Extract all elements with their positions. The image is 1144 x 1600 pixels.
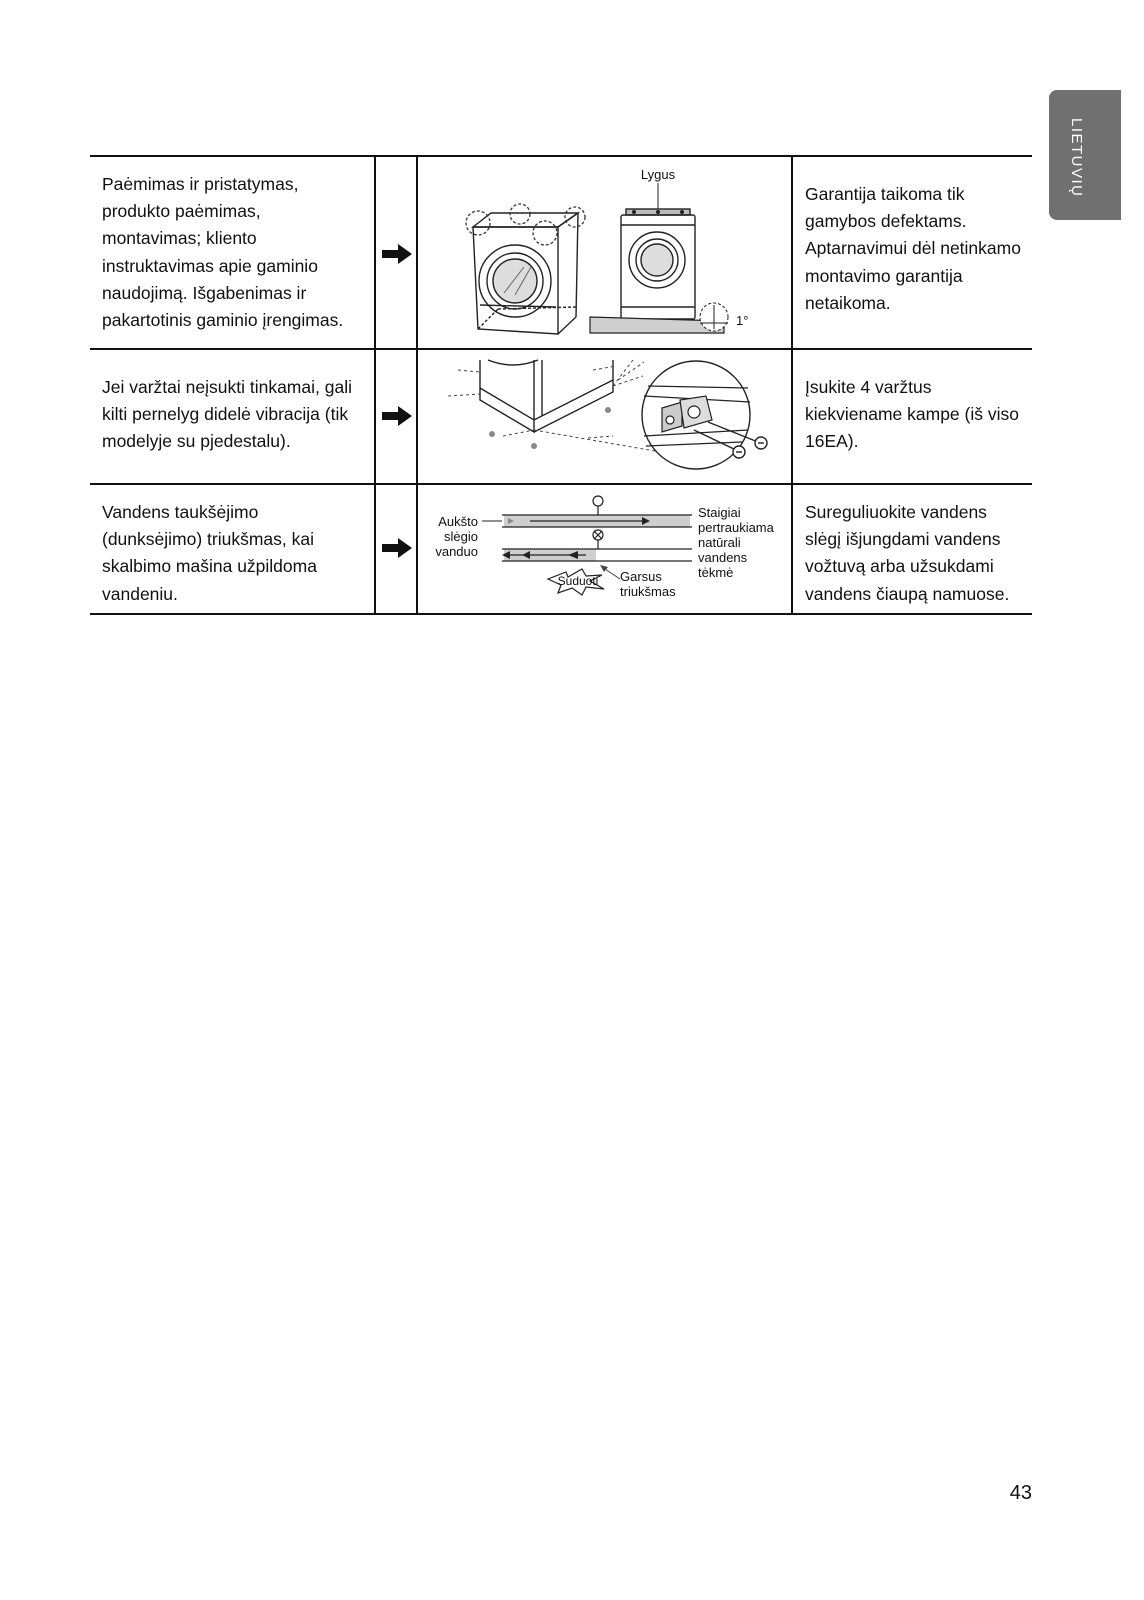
troubleshooting-table <box>90 155 1032 615</box>
table-row <box>90 348 1032 483</box>
arrow-cell <box>376 157 418 348</box>
pedestal-bolts-illustration <box>418 350 793 483</box>
language-tab-label: LIETUVIŲ <box>1068 118 1085 198</box>
arrow-cell <box>376 485 418 613</box>
flow-label-2: pertraukiama <box>698 520 774 535</box>
impact-label: Suduoti <box>557 574 599 588</box>
table-row <box>90 483 1032 615</box>
problem-text: Vandens taukšėjimo (dunksėjimo) triukšmas, kai skalbimo mašina užpildoma vandeniu. <box>102 502 317 604</box>
page-number: 43 <box>1009 1482 1032 1504</box>
flow-label-3: natūrali <box>698 535 741 550</box>
flow-label-4: vandens <box>698 550 748 565</box>
problem-cell <box>90 350 376 483</box>
right-arrow-icon <box>381 405 413 427</box>
note-cell <box>793 485 1032 613</box>
arrow-cell <box>376 350 418 483</box>
noise-label-1: Garsus <box>620 569 662 584</box>
water-hammer-illustration <box>418 485 793 613</box>
flow-label-1: Staigiai <box>698 505 741 520</box>
high-pressure-label-3: vanduo <box>435 544 478 559</box>
note-cell <box>793 350 1032 483</box>
illustration-cell <box>418 157 793 348</box>
high-pressure-label-1: Aukšto <box>438 514 478 529</box>
right-arrow-icon <box>381 537 413 559</box>
note-cell <box>793 157 1032 348</box>
table-row <box>90 155 1032 348</box>
flow-label-5: tėkmė <box>698 565 734 580</box>
note-text: Garantija taikoma tik gamybos defektams. Aptarnavimui dėl netinkamo montavimo garantija netaikoma. <box>805 184 1021 313</box>
problem-cell <box>90 485 376 613</box>
high-pressure-label-2: slėgio <box>444 529 478 544</box>
problem-cell <box>90 157 376 348</box>
washer-level-illustration <box>418 157 793 348</box>
noise-label-2: triukšmas <box>620 584 676 599</box>
note-text: Įsukite 4 varžtus kiekviename kampe (iš viso 16EA). <box>805 377 1019 452</box>
problem-text: Paėmimas ir pristatymas, produkto paėmimas, montavimas; kliento instruktavimas apie gaminio naudojimą. Išgabenimas ir pakartotinis gaminio įrengimas. <box>102 174 344 331</box>
angle-label: 1° <box>736 313 749 328</box>
right-arrow-icon <box>381 243 413 265</box>
illustration-cell <box>418 485 793 613</box>
note-text: Sureguliuokite vandens slėgį išjungdami vandens vožtuvą arba užsukdami vandens čiaupą namuose. <box>805 502 1010 604</box>
illustration-cell <box>418 350 793 483</box>
level-label: Lygus <box>640 167 676 182</box>
language-tab <box>1049 90 1121 220</box>
problem-text: Jei varžtai neįsukti tinkamai, gali kilti pernelyg didelė vibracija (tik modelyje su pjedestalu). <box>102 377 352 452</box>
